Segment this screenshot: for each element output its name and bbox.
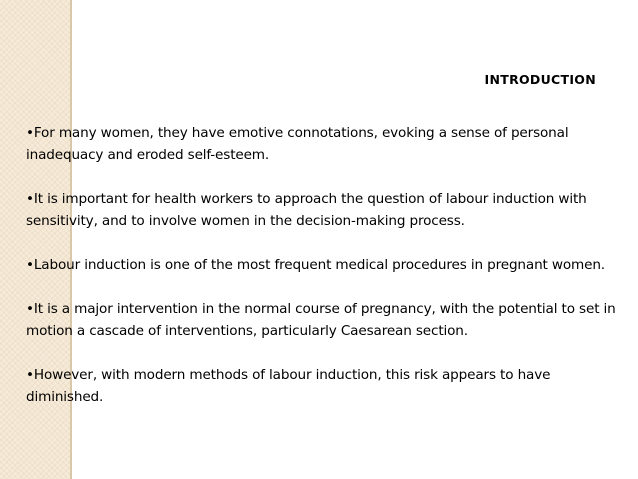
bullet-list [26, 122, 626, 408]
bullet-item-4: •It is a major intervention in the normal course of pregnancy, with the potential to set in motion a cascade of interventions, particularly Caesarean section. [26, 301, 616, 339]
slide-title: INTRODUCTION [484, 72, 596, 87]
bullet-item-3: •Labour induction is one of the most frequent medical procedures in pregnant women. [26, 257, 605, 273]
bullet-item-2: •It is important for health workers to approach the question of labour induction with sensitivity, and to involve women in the decision-making process. [26, 191, 587, 229]
bullet-item-5: •However, with modern methods of labour induction, this risk appears to have diminished. [26, 367, 551, 405]
bullet-item-1: •For many women, they have emotive connotations, evoking a sense of personal inadequacy and eroded self-esteem. [26, 125, 569, 163]
